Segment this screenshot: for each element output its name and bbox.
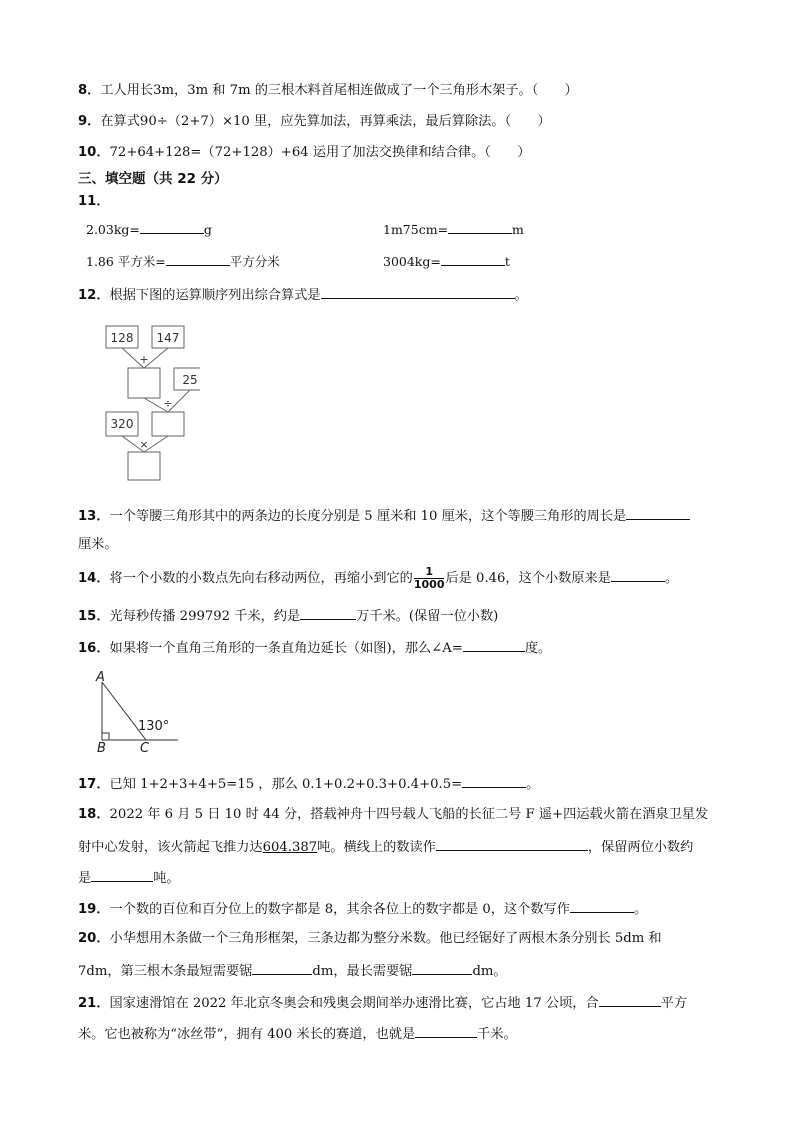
question-18: 18．2022 年 6 月 5 日 10 时 44 分，搭载神舟十四号载人飞船的长征二号 F 遥+四运载火箭在酒泉卫星发	[78, 807, 709, 822]
question-10	[78, 144, 530, 162]
question-12: 12．根据下图的运算顺序列出综合算式是 。	[78, 285, 528, 305]
question-16: 16．如果将一个直角三角形的一条直角边延长（如图)，那么∠A= 度。	[78, 638, 551, 658]
question-13: 13．一个等腰三角形其中的两条边的长度分别是 5 厘米和 10 厘米，这个等腰三角形的周长是	[78, 506, 690, 526]
question-number: 13．	[78, 509, 110, 524]
vertex-b-label: B	[97, 741, 106, 754]
section-heading: 三、填空题（共 22 分）	[78, 171, 228, 187]
question-15: 15．光每秒传播 299792 千米，约是 万千米。(保留一位小数)	[78, 606, 498, 626]
answer-blank[interactable]	[599, 993, 661, 1007]
question-number: 14．	[78, 571, 110, 586]
answer-blank[interactable]	[626, 506, 690, 520]
question-text: 在算式90÷（2+7）×10 里，应先算加法，再算乘法，最后算除法。（ ）	[100, 114, 551, 129]
q11-item-c: 1.86 平方米= 平方分米	[86, 254, 280, 269]
multiply-sign: ×	[139, 438, 149, 451]
question-number: 18．	[78, 807, 110, 822]
question-14: 14．将一个小数的小数点先向右移动两位，再缩小到它的 $\frac{1}{1000}$ 后是 0.46，这个小数原来是 。	[78, 565, 679, 591]
vertex-c-label: C	[140, 741, 150, 754]
number-128: 128	[110, 331, 134, 345]
question-number: 8．	[78, 83, 101, 98]
answer-blank[interactable]	[415, 1024, 477, 1038]
question-20: 20．小华想用木条做一个三角形框架，三条边都为整分米数。他已经锯好了两根木条分别长 5dm 和	[78, 931, 662, 946]
question-20-line-2: 7dm，第三根木条最短需要锯 dm，最长需要锯 dm。	[78, 961, 507, 981]
answer-blank[interactable]	[463, 638, 525, 652]
answer-blank[interactable]	[321, 285, 515, 299]
plus-sign: +	[139, 353, 149, 366]
question-9	[78, 113, 551, 131]
answer-blank[interactable]	[166, 252, 230, 266]
question-21: 21．国家速滑馆在 2022 年北京冬奥会和残奥会期间举办速滑比赛，它占地 17 公顷，合 平方	[78, 993, 687, 1013]
question-number: 21．	[78, 996, 110, 1011]
question-18-line-2: 射中心发射，该火箭起飞推力达604.387吨。横线上的数读作 ，保留两位小数约	[78, 837, 693, 857]
question-19: 19．一个数的百位和百分位上的数字都是 8，其余各位上的数字都是 0，这个数写作 。	[78, 899, 647, 919]
q11-item-d: 3004kg= t	[383, 254, 510, 269]
answer-blank[interactable]	[570, 899, 634, 913]
question-number: 10．	[78, 145, 110, 160]
underlined-number: 604.387	[262, 840, 318, 855]
number-320: 320	[110, 417, 134, 431]
fraction: $\frac{1}{1000}$	[413, 565, 445, 591]
question-17: 17．已知 1+2+3+4+5=15 ，那么 0.1+0.2+0.3+0.4+0.5= 。	[78, 774, 539, 794]
answer-blank[interactable]	[611, 568, 665, 582]
question-number: 15．	[78, 609, 110, 624]
number-147: 147	[156, 331, 180, 345]
answer-blank[interactable]	[412, 961, 472, 975]
question-number: 12．	[78, 288, 110, 303]
q11-item-a: 2.03kg= g	[86, 222, 212, 237]
q11-item-b: 1m75cm= m	[383, 222, 524, 237]
answer-blank[interactable]	[462, 774, 526, 788]
box-product	[128, 452, 160, 480]
question-number: 16．	[78, 641, 110, 656]
question-text: 72+64+128=（72+128）+64 运用了加法交换律和结合律。（ ）	[109, 145, 531, 160]
question-13-line-2: 厘米。	[78, 537, 118, 552]
question-21-line-2: 米。它也被称为“冰丝带”，拥有 400 米长的赛道，也就是 千米。	[78, 1024, 517, 1044]
question-11	[78, 193, 110, 211]
answer-blank[interactable]	[300, 606, 356, 620]
question-18-line-3: 是 吨。	[78, 868, 180, 888]
question-text: 工人用长3m，3m 和 7m 的三根木料首尾相连做成了一个三角形木架子。（ ）	[100, 83, 578, 98]
divide-sign: ÷	[163, 397, 173, 410]
question-8	[78, 82, 578, 100]
vertex-a-label: A	[96, 670, 105, 685]
right-triangle-diagram	[92, 668, 184, 754]
angle-label: 130°	[138, 719, 170, 734]
answer-blank[interactable]	[448, 220, 512, 234]
answer-blank[interactable]	[252, 961, 312, 975]
number-25: 25	[182, 373, 198, 387]
question-number: 19．	[78, 902, 110, 917]
question-number: 17．	[78, 777, 110, 792]
box-quotient	[152, 412, 184, 436]
answer-blank[interactable]	[91, 868, 153, 882]
question-number: 9．	[78, 114, 101, 129]
box-sum	[128, 368, 160, 398]
operation-order-diagram	[100, 320, 200, 482]
question-number: 11．	[78, 194, 110, 209]
question-number: 20．	[78, 931, 110, 946]
answer-blank[interactable]	[441, 252, 505, 266]
answer-blank[interactable]	[436, 837, 588, 851]
answer-blank[interactable]	[140, 220, 204, 234]
